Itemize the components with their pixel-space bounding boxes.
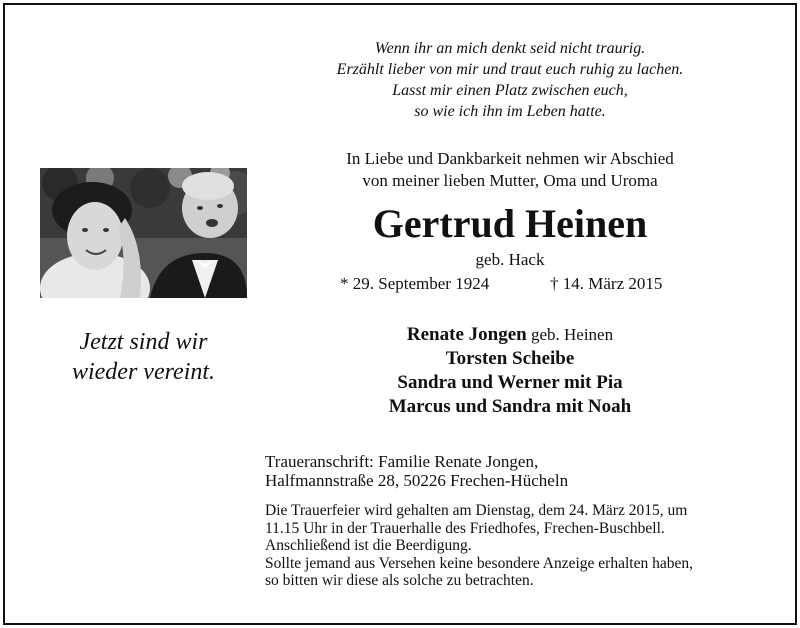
mourning-address bbox=[265, 452, 765, 490]
poem-line: so wie ich ihn im Leben hatte. bbox=[414, 103, 606, 120]
quote-line: wieder vereint. bbox=[71, 359, 216, 385]
address-line: Halfmannstraße 28, 50226 Frechen-Hücheln bbox=[265, 471, 569, 490]
notice-line: Anschließend ist die Beerdigung. bbox=[265, 537, 472, 554]
birth-date: * 29. September 1924 bbox=[340, 274, 490, 293]
photo-image bbox=[40, 168, 247, 298]
death-date: † 14. März 2015 bbox=[550, 274, 663, 293]
maiden-name: geb. Hack bbox=[475, 250, 545, 269]
family-member-name: Renate Jongen bbox=[406, 324, 527, 345]
notice-line: so bitten wir diese als solche zu betrachten. bbox=[265, 572, 534, 589]
deceased-name: Gertrud Heinen bbox=[372, 201, 648, 246]
poem bbox=[300, 38, 720, 122]
poem-line: Wenn ihr an mich denkt seid nicht traurig. bbox=[374, 40, 646, 57]
family-member: Torsten Scheibe bbox=[445, 348, 575, 369]
quote-line: Jetzt sind wir bbox=[79, 329, 208, 355]
poem-line: Lasst mir einen Platz zwischen euch, bbox=[392, 82, 628, 99]
intro-line: In Liebe und Dankbarkeit nehmen wir Abschied bbox=[346, 149, 674, 168]
funeral-notice bbox=[265, 502, 775, 590]
quote bbox=[40, 327, 247, 387]
couple-photo bbox=[40, 168, 247, 298]
intro-text bbox=[300, 148, 720, 192]
family-member: Marcus und Sandra mit Noah bbox=[388, 396, 632, 417]
family-member bbox=[300, 323, 720, 347]
family-list bbox=[300, 323, 720, 419]
poem-line: Erzählt lieber von mir und traut euch ruhig zu lachen. bbox=[336, 61, 684, 78]
notice-line: 11.15 Uhr in der Trauerhalle des Friedhofes, Frechen-Buschbell. bbox=[265, 519, 665, 537]
family-member-suffix: geb. Heinen bbox=[526, 325, 614, 344]
notice-line: Die Trauerfeier wird gehalten am Dienstag, dem 24. März 2015, um bbox=[265, 502, 688, 519]
address-line: Traueranschrift: Familie Renate Jongen, bbox=[265, 452, 539, 471]
family-member: Sandra und Werner mit Pia bbox=[397, 372, 623, 393]
intro-line: von meiner lieben Mutter, Oma und Uroma bbox=[362, 171, 658, 190]
notice-line: Sollte jemand aus Versehen keine besondere Anzeige erhalten haben, bbox=[265, 554, 693, 572]
